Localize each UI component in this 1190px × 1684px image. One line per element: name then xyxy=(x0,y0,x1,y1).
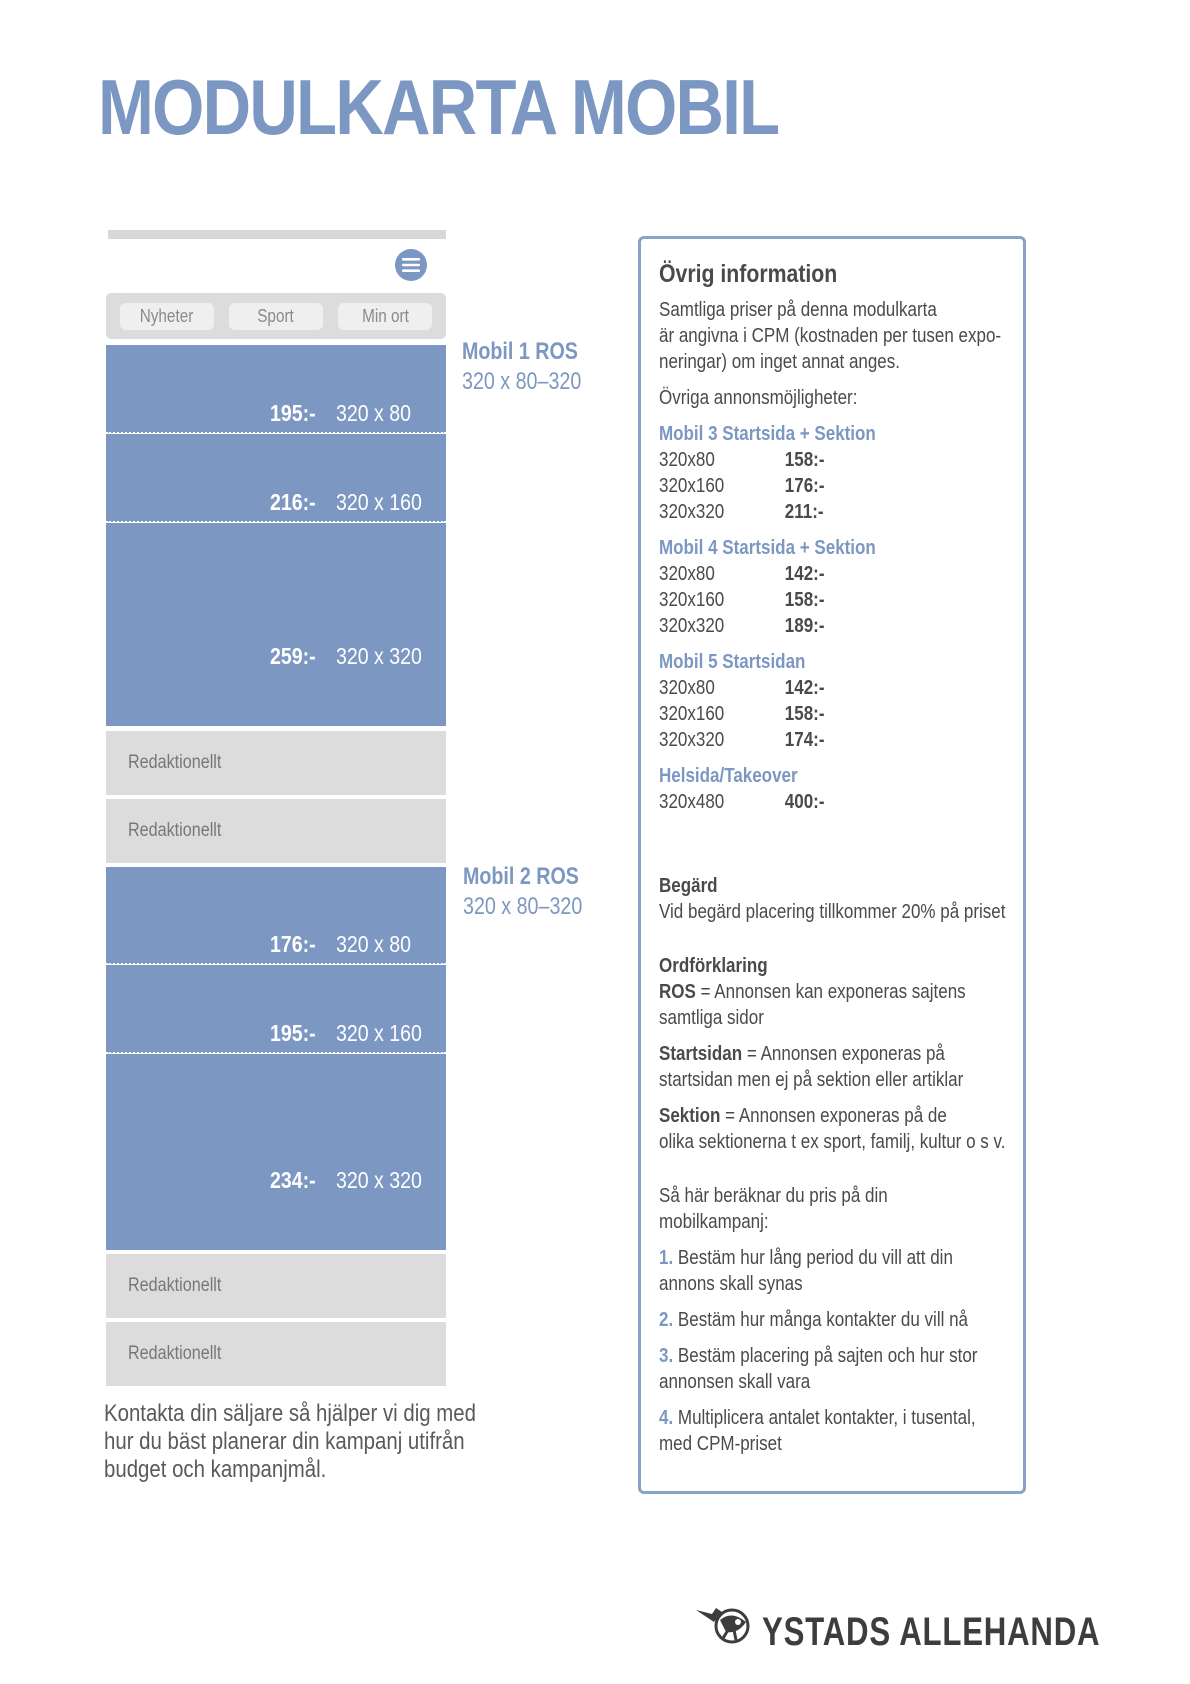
module-price: 195:- xyxy=(270,1020,316,1046)
module-price: 216:- xyxy=(270,489,316,515)
price-row: 320x160 176:- xyxy=(659,475,825,497)
editorial-block: Redaktionellt xyxy=(106,799,446,863)
howto-step: 3. Bestäm placering på sajten och hur stor annonsen skall vara xyxy=(659,1345,978,1393)
price-row: 320x320 211:- xyxy=(659,501,824,523)
price-row: 320x320 174:- xyxy=(659,729,825,751)
begard-text: Vid begärd placering tillkommer 20% på priset xyxy=(659,901,1006,923)
begard-title: Begärd xyxy=(659,875,718,897)
ad-module-mobil2-320x80 xyxy=(106,867,446,964)
price-row: 320x80 158:- xyxy=(659,449,825,471)
section-title: Mobil 4 Startsida + Sektion xyxy=(659,537,876,559)
module-size: 320 x 80 xyxy=(336,931,412,957)
ad-module-mobil1-320x80 xyxy=(106,345,446,433)
tab-sport[interactable]: Sport xyxy=(229,303,323,330)
price-row: 320x160 158:- xyxy=(659,589,825,611)
ros-label-mobil1: Mobil 1 ROS 320 x 80–320 xyxy=(462,338,582,395)
section-title: Helsida/Takeover xyxy=(659,765,798,787)
phone-top-bar xyxy=(108,230,446,239)
horn-crest-icon xyxy=(692,1600,756,1646)
price-row: 320x80 142:- xyxy=(659,563,825,585)
page-title: MODULKARTA MOBIL xyxy=(98,63,779,151)
logo-text: YSTADS ALLEHANDA xyxy=(762,1610,1101,1654)
module-price: 195:- xyxy=(270,400,316,426)
tab-nyheter[interactable]: Nyheter xyxy=(120,303,214,330)
module-price: 234:- xyxy=(270,1167,316,1193)
module-size: 320 x 160 xyxy=(336,1020,422,1046)
howto-step: 4. Multiplicera antalet kontakter, i tusental, med CPM-priset xyxy=(659,1407,976,1455)
editorial-block: Redaktionellt xyxy=(106,1322,446,1386)
module-size: 320 x 160 xyxy=(336,489,422,515)
section-title: Mobil 3 Startsida + Sektion xyxy=(659,423,876,445)
tab-min-ort[interactable]: Min ort xyxy=(338,303,432,330)
module-price: 259:- xyxy=(270,643,316,669)
ros-label-mobil2: Mobil 2 ROS 320 x 80–320 xyxy=(463,863,583,920)
price-row: 320x80 142:- xyxy=(659,677,825,699)
publisher-logo xyxy=(692,1600,1101,1654)
info-title: Övrig information xyxy=(659,260,838,288)
glossary-title: Ordförklaring xyxy=(659,955,768,977)
info-intro: Samtliga priser på denna modulkarta är angivna i CPM (kostnaden per tusen expo- neringar) om inget annat anges. xyxy=(659,299,1002,373)
editorial-block: Redaktionellt xyxy=(106,731,446,795)
module-size: 320 x 320 xyxy=(336,1167,422,1193)
module-price: 176:- xyxy=(270,931,316,957)
ad-module-mobil1-320x160 xyxy=(106,434,446,522)
glossary-item: Sektion = Annonsen exponeras på de olika sektionerna t ex sport, familj, kultur o s v. xyxy=(659,1105,1006,1153)
ad-module-mobil2-320x320 xyxy=(106,1054,446,1250)
price-row: 320x480 400:- xyxy=(659,791,825,813)
ad-module-mobil1-320x320 xyxy=(106,523,446,726)
howto-step: 1. Bestäm hur lång period du vill att din annons skall synas xyxy=(659,1247,953,1295)
glossary-item: Startsidan = Annonsen exponeras på startsidan men ej på sektion eller artiklar xyxy=(659,1043,964,1091)
mobile-nav-bar xyxy=(106,293,446,339)
info-box xyxy=(638,236,1026,1494)
price-row: 320x160 158:- xyxy=(659,703,825,725)
module-size: 320 x 80 xyxy=(336,400,412,426)
glossary-item: ROS = Annonsen kan exponeras sajtens samtliga sidor xyxy=(659,981,966,1029)
module-size: 320 x 320 xyxy=(336,643,422,669)
section-title: Mobil 5 Startsidan xyxy=(659,651,806,673)
howto-step: 2. Bestäm hur många kontakter du vill nå xyxy=(659,1309,969,1331)
other-options-label: Övriga annonsmöjligheter: xyxy=(659,387,858,409)
howto-intro: Så här beräknar du pris på din mobilkampanj: xyxy=(659,1185,888,1233)
price-row: 320x320 189:- xyxy=(659,615,825,637)
hamburger-menu-icon[interactable] xyxy=(394,248,428,282)
ad-module-mobil2-320x160 xyxy=(106,965,446,1053)
contact-text: Kontakta din säljare så hjälper vi dig med hur du bäst planerar din kampanj utifrån budget och kampanjmål. xyxy=(104,1400,476,1483)
editorial-block: Redaktionellt xyxy=(106,1254,446,1318)
